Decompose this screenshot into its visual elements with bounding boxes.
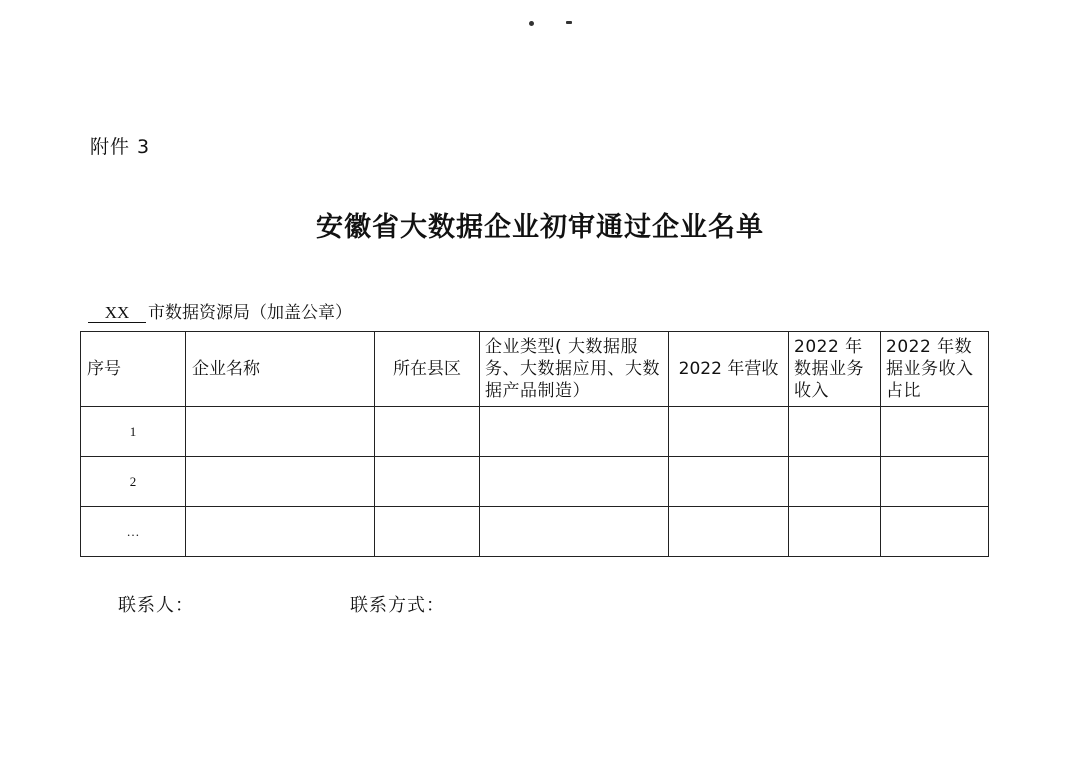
cell-company-name [186,507,375,557]
cell-data-revenue [789,407,881,457]
cell-data-revenue [789,457,881,507]
cell-company-type [480,457,669,507]
contact-method-label: 联系方式： [350,595,445,616]
cell-revenue [669,457,789,507]
bureau-line [88,298,352,323]
cell-revenue [669,507,789,557]
header-data-revenue-ratio-2022: 2022 年数据业务收入占比 [881,332,989,407]
cell-data-ratio [881,407,989,457]
cell-company-name [186,457,375,507]
cell-district [375,457,480,507]
row-seq: 1 [81,407,186,457]
bureau-city-blank: XX [88,304,146,323]
header-company-type: 企业类型( 大数据服务、大数据应用、大数据产品制造） [480,332,669,407]
cell-company-name [186,407,375,457]
scan-mark [529,21,534,26]
row-seq: 2 [81,457,186,507]
cell-revenue [669,407,789,457]
cell-data-revenue [789,507,881,557]
cell-district [375,407,480,457]
header-revenue-2022: 2022 年营收 [669,332,789,407]
scan-mark [566,21,572,24]
row-seq: … [81,507,186,557]
header-seq: 序号 [81,332,186,407]
document-title: 安徽省大数据企业初审通过企业名单 [316,212,764,243]
cell-data-ratio [881,457,989,507]
cell-company-type [480,407,669,457]
header-company-name: 企业名称 [186,332,375,407]
table-header-row [81,332,989,407]
enterprise-table [80,331,989,557]
contact-person-label: 联系人： [118,595,194,616]
table-row [81,507,989,557]
cell-data-ratio [881,507,989,557]
cell-district [375,507,480,557]
bureau-suffix: 市数据资源局（加盖公章） [148,303,352,323]
header-data-revenue-2022: 2022 年数据业务收入 [789,332,881,407]
cell-company-type [480,507,669,557]
attachment-label: 附件 3 [90,136,151,158]
header-district: 所在县区 [375,332,480,407]
table-row [81,457,989,507]
table-row [81,407,989,457]
